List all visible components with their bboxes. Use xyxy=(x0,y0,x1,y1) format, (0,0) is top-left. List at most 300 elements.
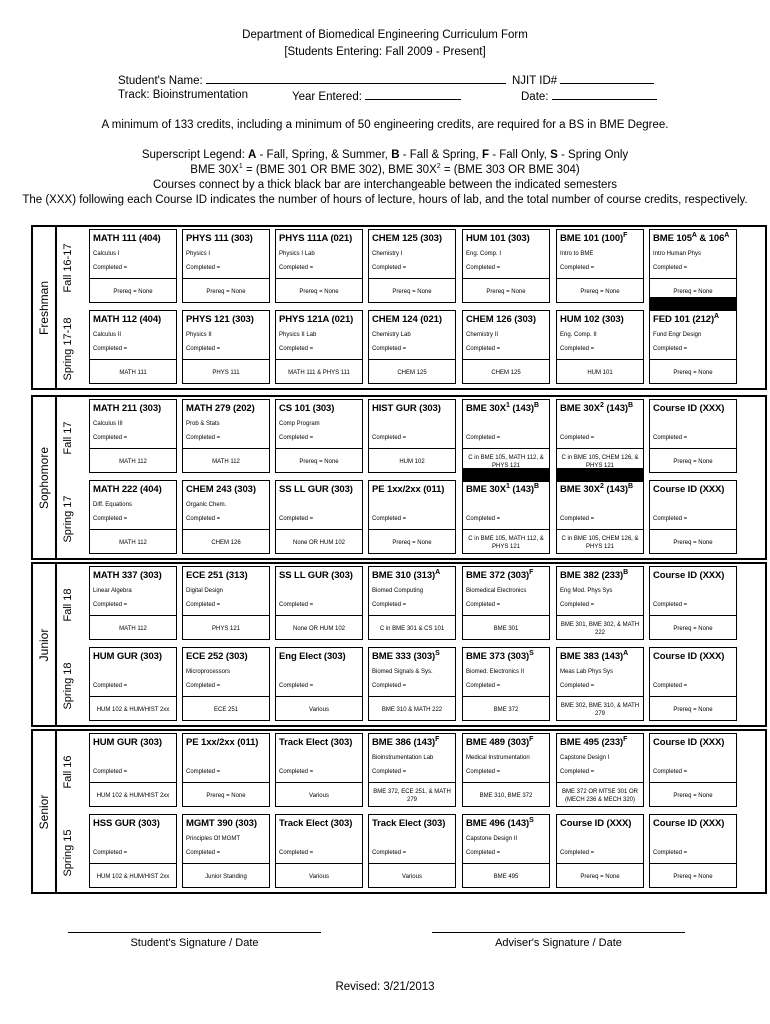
course-cell[interactable] xyxy=(89,399,177,473)
course-id-text: BME 496 (143) xyxy=(466,818,530,829)
course-name: Biomed Computing xyxy=(372,588,424,594)
adviser-signature-label: Adviser's Signature / Date xyxy=(495,937,622,949)
prereq-text: Prereq = None xyxy=(650,615,736,641)
completed-field[interactable]: Completed = xyxy=(560,602,595,608)
course-id xyxy=(279,314,353,325)
completed-field[interactable]: Completed = xyxy=(93,683,128,689)
course-id xyxy=(186,651,248,662)
student-signature-line[interactable] xyxy=(68,932,321,933)
semester-label xyxy=(55,482,81,556)
prereq-text: Prereq = None xyxy=(650,359,736,385)
student-name-row xyxy=(118,72,506,88)
course-name: Intro Human Phys xyxy=(653,251,702,257)
track-label: Track: Bioinstrumentation xyxy=(118,89,248,101)
course-cell[interactable] xyxy=(649,814,737,888)
prereq-text: MATH 111 xyxy=(90,359,176,385)
njit-id-field[interactable] xyxy=(560,72,654,84)
interchangeable-connector-bar xyxy=(556,468,644,482)
completed-field[interactable]: Completed = xyxy=(466,683,501,689)
completed-field[interactable]: Completed = xyxy=(93,265,128,271)
course-cell[interactable] xyxy=(649,399,737,473)
completed-field[interactable]: Completed = xyxy=(279,683,314,689)
semester-label-text: Spring 18 xyxy=(62,662,74,710)
date-field[interactable] xyxy=(552,88,657,100)
completed-field[interactable]: Completed = xyxy=(560,516,595,522)
bme30x-sup-1: 1 xyxy=(238,163,243,171)
course-name: Biomed Signals & Sys. xyxy=(372,669,433,675)
course-id-text: SS LL GUR (303) xyxy=(279,484,353,495)
date-label: Date: xyxy=(521,91,549,103)
course-cell[interactable] xyxy=(182,647,270,721)
completed-field[interactable]: Completed = xyxy=(279,850,314,856)
course-cell[interactable] xyxy=(89,647,177,721)
course-id-tail: (143) xyxy=(512,484,534,495)
course-id xyxy=(186,403,255,414)
completed-field[interactable]: Completed = xyxy=(560,265,595,271)
prereq-text: BME 302, BME 310, & MATH 279 xyxy=(557,696,643,722)
course-cell[interactable] xyxy=(368,229,456,303)
course-id xyxy=(186,570,248,581)
completed-field[interactable]: Completed = xyxy=(186,435,221,441)
course-id xyxy=(186,484,256,495)
completed-field[interactable]: Completed = xyxy=(560,435,595,441)
course-name: Microprocessors xyxy=(186,669,231,675)
course-cell[interactable] xyxy=(182,229,270,303)
completed-field[interactable]: Completed = xyxy=(93,769,128,775)
course-cell[interactable] xyxy=(368,566,456,640)
course-id xyxy=(466,570,533,581)
course-cell[interactable] xyxy=(368,399,456,473)
course-id xyxy=(372,737,439,748)
prereq-text: Prereq = None xyxy=(369,529,455,555)
course-id xyxy=(372,651,440,662)
completed-field[interactable]: Completed = xyxy=(372,602,407,608)
course-cell[interactable] xyxy=(89,310,177,384)
semester-label xyxy=(55,568,81,642)
completed-field[interactable]: Completed = xyxy=(279,516,314,522)
legend-a-key: A xyxy=(248,149,257,161)
course-superscript: S xyxy=(435,649,440,657)
prereq-text: Various xyxy=(276,863,362,889)
completed-field[interactable]: Completed = xyxy=(279,435,314,441)
course-cell[interactable] xyxy=(182,733,270,807)
prereq-text: C in BME 105, MATH 112, & PHYS 121 xyxy=(463,529,549,555)
prereq-text: Prereq = None xyxy=(650,782,736,808)
completed-field[interactable]: Completed = xyxy=(372,265,407,271)
course-superscript: A xyxy=(435,568,441,576)
course-id xyxy=(279,403,334,414)
completed-field[interactable]: Completed = xyxy=(93,602,128,608)
completed-field[interactable]: Completed = xyxy=(372,516,407,522)
course-id xyxy=(653,233,729,244)
course-name: Biomed. Electronics II xyxy=(466,669,525,675)
completed-field[interactable]: Completed = xyxy=(653,265,688,271)
course-cell[interactable] xyxy=(649,733,737,807)
course-superscript-2: B xyxy=(628,401,633,409)
course-id-text: BME 373 (303) xyxy=(466,651,530,662)
course-cell[interactable] xyxy=(368,733,456,807)
course-cell[interactable] xyxy=(556,566,644,640)
course-id-text: Course ID (XXX) xyxy=(653,484,725,495)
completed-field[interactable]: Completed = xyxy=(279,346,314,352)
completed-field[interactable]: Completed = xyxy=(466,435,501,441)
completed-field[interactable]: Completed = xyxy=(466,850,501,856)
course-cell[interactable] xyxy=(89,814,177,888)
completed-field[interactable]: Completed = xyxy=(372,769,407,775)
year-label-text: Freshman xyxy=(37,280,51,335)
course-cell[interactable] xyxy=(275,229,363,303)
course-id xyxy=(372,233,442,244)
prereq-text: CHEM 126 xyxy=(183,529,269,555)
xxx-note: The (XXX) following each Course ID indicates the number of hours of lecture, hours of lab, and the total number of course credits, respectively. xyxy=(22,194,748,206)
completed-field[interactable]: Completed = xyxy=(466,769,501,775)
completed-field[interactable]: Completed = xyxy=(653,850,688,856)
form-subtitle: [Students Entering: Fall 2009 - Present] xyxy=(284,46,486,58)
completed-field[interactable]: Completed = xyxy=(93,435,128,441)
course-cell[interactable] xyxy=(275,566,363,640)
course-cell[interactable] xyxy=(462,647,550,721)
student-name-field[interactable] xyxy=(206,72,506,84)
completed-field[interactable]: Completed = xyxy=(466,346,501,352)
semester-label xyxy=(55,816,81,890)
course-cell[interactable] xyxy=(275,399,363,473)
prereq-text: CHEM 125 xyxy=(463,359,549,385)
completed-field[interactable]: Completed = xyxy=(653,683,688,689)
course-cell[interactable] xyxy=(182,399,270,473)
course-id-text: CHEM 126 (303) xyxy=(466,314,536,325)
course-cell[interactable] xyxy=(275,310,363,384)
prereq-text: Prereq = None xyxy=(557,278,643,304)
course-id-tail: (143) xyxy=(606,403,628,414)
prereq-text: Prereq = None xyxy=(369,278,455,304)
completed-field[interactable]: Completed = xyxy=(560,346,595,352)
course-cell[interactable] xyxy=(89,566,177,640)
legend-b-text: - Fall & Spring, xyxy=(402,149,479,161)
course-id-text: BME 495 (233) xyxy=(560,737,624,748)
course-cell[interactable] xyxy=(556,733,644,807)
completed-field[interactable]: Completed = xyxy=(466,265,501,271)
completed-field[interactable]: Completed = xyxy=(186,516,221,522)
prereq-text: Prereq = None xyxy=(557,863,643,889)
prereq-text: HUM 102 xyxy=(369,448,455,474)
course-id xyxy=(279,484,353,495)
course-cell[interactable] xyxy=(556,310,644,384)
course-id xyxy=(93,484,162,495)
prereq-text: BME 310 & MATH 222 xyxy=(369,696,455,722)
semester-label-text: Spring 17 xyxy=(62,495,74,543)
course-id-text: PHYS 121 (303) xyxy=(186,314,254,325)
course-id-text: Course ID (XXX) xyxy=(653,403,725,414)
course-cell[interactable] xyxy=(649,480,737,554)
course-name: Fund Engr Design xyxy=(653,332,702,338)
year-entered-field[interactable] xyxy=(365,88,461,100)
year-label xyxy=(33,564,57,725)
course-id xyxy=(186,818,257,829)
prereq-text: Junior Standing xyxy=(183,863,269,889)
completed-field[interactable]: Completed = xyxy=(372,850,407,856)
prereq-text: HUM 102 & HUM/HIST 2xx xyxy=(90,863,176,889)
course-cell[interactable] xyxy=(556,814,644,888)
prereq-text: MATH 112 xyxy=(90,529,176,555)
completed-field[interactable]: Completed = xyxy=(560,683,595,689)
course-superscript: 1 xyxy=(505,482,510,490)
completed-field[interactable]: Completed = xyxy=(93,516,128,522)
course-superscript: A xyxy=(691,231,697,239)
course-id xyxy=(560,484,633,495)
completed-field[interactable]: Completed = xyxy=(279,265,314,271)
prereq-text: BME 372 xyxy=(463,696,549,722)
prereq-text: Various xyxy=(369,863,455,889)
course-id xyxy=(653,403,724,414)
prereq-text: HUM 101 xyxy=(557,359,643,385)
course-id-text: HIST GUR (303) xyxy=(372,403,441,414)
student-signature-label: Student's Signature / Date xyxy=(130,937,259,949)
course-id xyxy=(653,737,724,748)
course-id xyxy=(466,484,539,495)
course-cell[interactable] xyxy=(368,814,456,888)
bme30x-definition xyxy=(0,163,770,177)
course-id-text: PHYS 111A (021) xyxy=(279,233,353,244)
course-id xyxy=(372,314,442,325)
course-id-text: BME 30X xyxy=(560,403,600,414)
prereq-text: BME 301, BME 302, & MATH 222 xyxy=(557,615,643,641)
course-cell[interactable] xyxy=(275,814,363,888)
course-cell[interactable] xyxy=(649,566,737,640)
course-name: Eng. Comp. I xyxy=(466,251,502,257)
course-cell[interactable] xyxy=(649,647,737,721)
course-cell[interactable] xyxy=(556,399,644,473)
course-id xyxy=(560,651,628,662)
legend-s-key: S xyxy=(550,149,558,161)
course-name: Capstone Design I xyxy=(560,755,610,761)
course-cell[interactable] xyxy=(556,229,644,303)
prereq-text: Prereq = None xyxy=(650,278,736,304)
prereq-text: MATH 112 xyxy=(183,448,269,474)
course-cell[interactable] xyxy=(182,310,270,384)
completed-field[interactable]: Completed = xyxy=(560,850,595,856)
course-superscript-2: B xyxy=(628,482,633,490)
course-cell[interactable] xyxy=(182,566,270,640)
course-name: Bioinstrumentation Lab xyxy=(372,755,434,761)
bme30x-label: BME 30X xyxy=(190,164,239,176)
completed-field[interactable]: Completed = xyxy=(466,516,501,522)
course-cell[interactable] xyxy=(275,733,363,807)
course-id-text: PE 1xx/2xx (011) xyxy=(186,737,259,748)
course-name: Linear Algebra xyxy=(93,588,132,594)
course-cell[interactable] xyxy=(649,310,737,384)
course-id xyxy=(560,314,624,325)
completed-field[interactable]: Completed = xyxy=(186,683,221,689)
completed-field[interactable]: Completed = xyxy=(466,602,501,608)
course-id xyxy=(279,570,353,581)
completed-field[interactable]: Completed = xyxy=(279,602,314,608)
course-cell[interactable] xyxy=(462,733,550,807)
prereq-text: C in BME 105, CHEM 126, & PHYS 121 xyxy=(557,448,643,474)
prereq-text: Various xyxy=(276,782,362,808)
completed-field[interactable]: Completed = xyxy=(653,602,688,608)
prereq-text: C in BME 105, MATH 112, & PHYS 121 xyxy=(463,448,549,474)
semester-label xyxy=(55,401,81,475)
course-id xyxy=(93,233,161,244)
course-superscript-2: B xyxy=(534,401,539,409)
course-id-text: BME 386 (143) xyxy=(372,737,436,748)
course-cell[interactable] xyxy=(462,399,550,473)
course-superscript: 2 xyxy=(599,401,604,409)
completed-field[interactable]: Completed = xyxy=(186,346,221,352)
legend-f-text: - Fall Only, xyxy=(492,149,547,161)
completed-field[interactable]: Completed = xyxy=(560,769,595,775)
course-id-text: MATH 112 (404) xyxy=(93,314,162,325)
completed-field[interactable]: Completed = xyxy=(93,346,128,352)
course-id-tail: (143) xyxy=(606,484,628,495)
course-id xyxy=(466,651,534,662)
course-id xyxy=(372,484,444,495)
revised-date: Revised: 3/21/2013 xyxy=(335,981,435,993)
course-id xyxy=(93,314,161,325)
course-id-text: MATH 111 (404) xyxy=(93,233,161,244)
semester-label-text: Fall 16 xyxy=(62,755,74,789)
prereq-text: PHYS 121 xyxy=(183,615,269,641)
course-id-text: BME 30X xyxy=(466,403,506,414)
student-name-label: Student's Name: xyxy=(118,75,203,87)
completed-field[interactable]: Completed = xyxy=(372,683,407,689)
course-name: Organic Chem. xyxy=(186,502,227,508)
course-id-text: PHYS 121A (021) xyxy=(279,314,354,325)
course-cell[interactable] xyxy=(275,480,363,554)
completed-field[interactable]: Completed = xyxy=(372,346,407,352)
prereq-text: Prereq = None xyxy=(183,278,269,304)
semester-label xyxy=(55,231,81,305)
course-cell[interactable] xyxy=(89,480,177,554)
superscript-legend xyxy=(0,148,770,162)
course-name: Prob & Stats xyxy=(186,421,220,427)
prereq-text: CHEM 125 xyxy=(369,359,455,385)
year-entered-label: Year Entered: xyxy=(292,91,362,103)
prereq-text: Prereq = None xyxy=(650,696,736,722)
course-id xyxy=(279,651,346,662)
interchangeable-connector-bar xyxy=(649,297,737,311)
course-superscript: 2 xyxy=(599,482,604,490)
completed-field[interactable]: Completed = xyxy=(653,516,688,522)
course-name: Intro to BME xyxy=(560,251,594,257)
course-id-text: BME 382 (233) xyxy=(560,570,624,581)
semester-label-text: Spring 17-18 xyxy=(62,317,74,381)
course-id-text: Course ID (XXX) xyxy=(653,651,725,662)
course-cell[interactable] xyxy=(462,310,550,384)
prereq-text: MATH 111 & PHYS 111 xyxy=(276,359,362,385)
completed-field[interactable]: Completed = xyxy=(93,850,128,856)
completed-field[interactable]: Completed = xyxy=(186,850,221,856)
course-id-text: FED 101 (212) xyxy=(653,314,715,325)
course-id xyxy=(372,818,445,829)
completed-field[interactable]: Completed = xyxy=(186,602,221,608)
year-label-text: Junior xyxy=(37,628,51,661)
course-id xyxy=(93,651,162,662)
course-id-text: CS 101 (303) xyxy=(279,403,335,414)
legend-prefix: Superscript Legend: xyxy=(141,149,245,161)
course-id xyxy=(372,403,441,414)
course-id xyxy=(466,314,536,325)
course-cell[interactable] xyxy=(182,480,270,554)
bme30x-sup-2: 2 xyxy=(436,163,441,171)
course-id-text: Track Elect (303) xyxy=(372,818,446,829)
course-id xyxy=(93,737,162,748)
course-superscript-2: A xyxy=(724,231,730,239)
course-cell[interactable] xyxy=(368,647,456,721)
prereq-text: C in BME 301 & CS 101 xyxy=(369,615,455,641)
course-cell[interactable] xyxy=(462,566,550,640)
course-cell[interactable] xyxy=(556,647,644,721)
completed-field[interactable]: Completed = xyxy=(653,435,688,441)
completed-field[interactable]: Completed = xyxy=(279,769,314,775)
legend-b-key: B xyxy=(391,149,400,161)
adviser-signature-line[interactable] xyxy=(432,932,685,933)
course-name: Chemistry I xyxy=(372,251,403,257)
course-id-tail: & 106 xyxy=(699,233,725,244)
course-id xyxy=(653,484,724,495)
course-id-text: PE 1xx/2xx (011) xyxy=(372,484,445,495)
course-id xyxy=(186,314,254,325)
prereq-text: Prereq = None xyxy=(650,863,736,889)
course-cell[interactable] xyxy=(649,229,737,303)
course-id xyxy=(560,403,633,414)
course-id xyxy=(466,818,534,829)
course-cell[interactable] xyxy=(462,229,550,303)
course-id-text: BME 30X xyxy=(466,484,506,495)
prereq-text: Various xyxy=(276,696,362,722)
course-cell[interactable] xyxy=(182,814,270,888)
prereq-text: Prereq = None xyxy=(463,278,549,304)
completed-field[interactable]: Completed = xyxy=(653,769,688,775)
year-label xyxy=(33,731,57,892)
course-cell[interactable] xyxy=(89,229,177,303)
course-cell[interactable] xyxy=(89,733,177,807)
completed-field[interactable]: Completed = xyxy=(186,769,221,775)
course-id xyxy=(372,570,440,581)
interchangeable-connector-bar xyxy=(462,468,550,482)
prereq-text: Prereq = None xyxy=(650,448,736,474)
course-cell[interactable] xyxy=(275,647,363,721)
course-id-text: ECE 251 (313) xyxy=(186,570,248,581)
prereq-text: BME 372 OR MTSE 301 OR (MECH 236 & MECH 320) xyxy=(557,782,643,808)
course-superscript: F xyxy=(529,735,534,743)
course-superscript: B xyxy=(623,568,629,576)
completed-field[interactable]: Completed = xyxy=(653,346,688,352)
course-id-text: MATH 211 (303) xyxy=(93,403,162,414)
course-id xyxy=(653,818,724,829)
prereq-text: HUM 102 & HUM/HIST 2xx xyxy=(90,782,176,808)
course-superscript: F xyxy=(529,568,534,576)
prereq-text: None OR HUM 102 xyxy=(276,615,362,641)
year-entered-row xyxy=(292,88,461,104)
course-cell[interactable] xyxy=(368,310,456,384)
credits-note: A minimum of 133 credits, including a minimum of 50 engineering credits, are required for a BS in BME Degree. xyxy=(101,119,669,131)
legend-a-text: - Fall, Spring, & Summer, xyxy=(259,149,388,161)
course-cell[interactable] xyxy=(368,480,456,554)
course-cell[interactable] xyxy=(556,480,644,554)
completed-field[interactable]: Completed = xyxy=(372,435,407,441)
course-id xyxy=(279,737,352,748)
prereq-text: ECE 251 xyxy=(183,696,269,722)
course-superscript: F xyxy=(435,735,440,743)
course-id-text: Course ID (XXX) xyxy=(653,737,725,748)
course-cell[interactable] xyxy=(462,814,550,888)
course-id-text: BME 105 xyxy=(653,233,692,244)
completed-field[interactable]: Completed = xyxy=(186,265,221,271)
course-id-text: BME 30X xyxy=(560,484,600,495)
course-cell[interactable] xyxy=(462,480,550,554)
course-id-text: MATH 279 (202) xyxy=(186,403,255,414)
